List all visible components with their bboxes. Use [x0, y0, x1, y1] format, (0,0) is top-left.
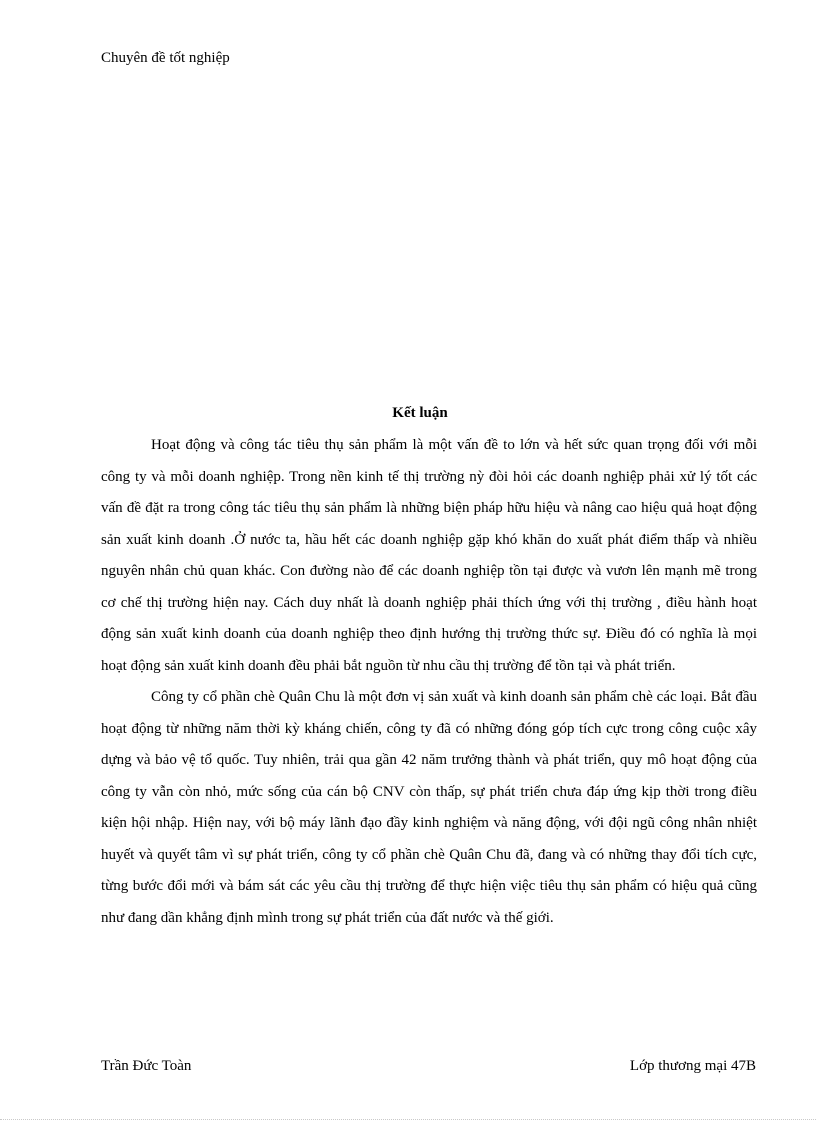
paragraph-2: Công ty cổ phần chè Quân Chu là một đơn vị sản xuất và kinh doanh sản phẩm chè các loại. Bắt đầu hoạt động từ những năm thời kỳ kháng chiến, công ty đã có những đóng góp tích cực trong công cuộc xây dựng và bảo vệ tổ quốc. Tuy nhiên, trải qua gần 42 năm trưởng thành và phát triển, quy mô hoạt động của công ty vẫn còn nhỏ, mức sống của cán bộ CNV còn thấp, sự phát triển chưa đáp ứng kịp thời trong điều kiện hội nhập. Hiện nay, với bộ máy lãnh đạo đầy kinh nghiệm và năng động, với đội ngũ công nhân nhiệt huyết và quyết tâm vì sự phát triển, công ty cổ phần chè Quân Chu đã, đang và có những thay đổi tích cực, từng bước đổi mới và bám sát các yêu cầu thị trường để thực hiện việc tiêu thụ sản phẩm có hiệu quả cũng như đang dần khẳng định mình trong sự phát triển của đất nước và thế giới. — [101, 689, 757, 926]
footer-author: Trần Đức Toàn — [101, 1058, 192, 1074]
paragraph-1: Hoạt động và công tác tiêu thụ sản phẩm là một vấn đề to lớn và hết sức quan trọng đối với mỗi công ty và mỗi doanh nghiệp. Trong nền kinh tế thị trường nỳ đòi hỏi các doanh nghiệp phải xử lý tốt các vấn đề đặt ra trong công tác tiêu thụ sản phẩm là những biện pháp hữu hiệu và nâng cao hiệu quả hoạt động sản xuất kinh doanh .Ở nước ta, hầu hết các doanh nghiệp gặp khó khăn do xuất phát điểm thấp và nhiều nguyên nhân chủ quan khác. Con đường nào để các doanh nghiệp tồn tại được và vươn lên mạnh mẽ trong cơ chế thị trường hiện nay. Cách duy nhất là doanh nghiệp phải thích ứng với thị trường , điều hành hoạt động sản xuất kinh doanh của doanh nghiệp theo định hướng thị trường thức sự. Điều đó có nghĩa là mọi hoạt động sản xuất kinh doanh đều phải bắt nguồn từ nhu cầu thị trường để tồn tại và phát triển. — [101, 437, 757, 674]
section-heading: Kết luận — [392, 405, 448, 421]
footer-class-name: Lớp thương mại 47B — [629, 1058, 756, 1074]
page-header-title: Chuyên đề tốt nghiệp — [101, 50, 230, 66]
body-text — [101, 430, 757, 934]
page-bottom-divider — [0, 1119, 816, 1120]
